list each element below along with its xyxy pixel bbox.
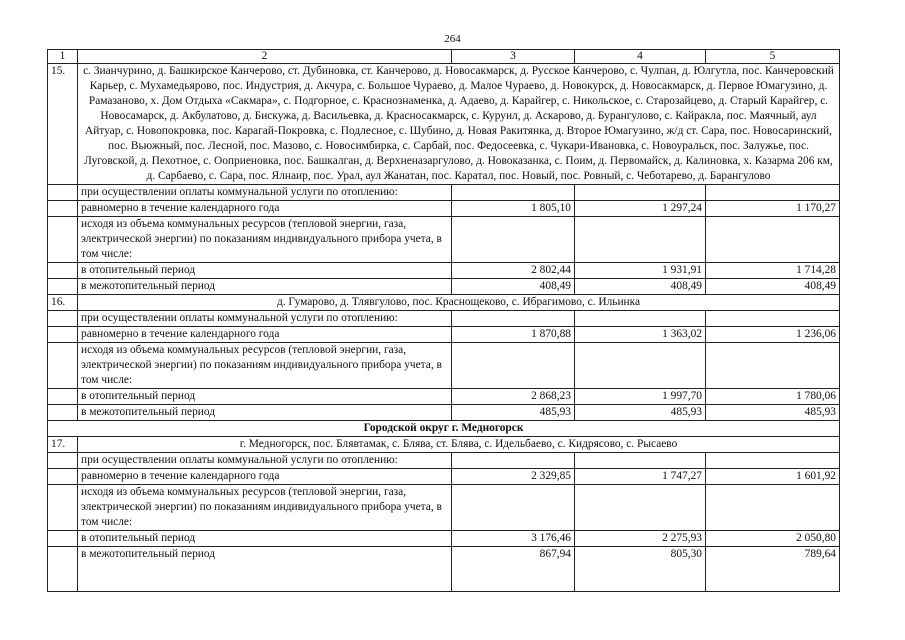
row-label: в межотопительный период — [78, 279, 452, 295]
row-label: равномерно в течение календарного года — [78, 201, 452, 217]
value-cell: 1 870,88 — [452, 327, 575, 343]
row-label: в межотопительный период — [78, 547, 452, 592]
value-cell: 789,64 — [706, 547, 840, 592]
value-cell: 2 802,44 — [452, 263, 575, 279]
row-label: при осуществлении оплаты коммунальной услуги по отоплению: — [78, 185, 452, 201]
row-label: исходя из объема коммунальных ресурсов (тепловой энергии, газа, электрической энергии) по показаниям индивидуального прибора учета, в том числе: — [78, 485, 452, 531]
value-cell: 867,94 — [452, 547, 575, 592]
value-cell: 2 275,93 — [575, 531, 706, 547]
value-cell: 408,49 — [575, 279, 706, 295]
row-label: исходя из объема коммунальных ресурсов (тепловой энергии, газа, электрической энергии) по показаниям индивидуального прибора учета, в том числе: — [78, 217, 452, 263]
value-cell: 1 997,70 — [575, 389, 706, 405]
table-row — [48, 263, 840, 279]
table-row — [48, 453, 840, 469]
table-row — [48, 311, 840, 327]
header-col-3: 3 — [452, 50, 575, 64]
table-row — [48, 405, 840, 421]
table-row — [48, 389, 840, 405]
value-cell: 485,93 — [575, 405, 706, 421]
value-cell: 1 931,91 — [575, 263, 706, 279]
table-row — [48, 279, 840, 295]
row-label: при осуществлении оплаты коммунальной услуги по отоплению: — [78, 453, 452, 469]
value-cell: 1 236,06 — [706, 327, 840, 343]
header-col-5: 5 — [706, 50, 840, 64]
value-cell: 1 714,28 — [706, 263, 840, 279]
table-row — [48, 547, 840, 592]
table-row — [48, 217, 840, 263]
value-cell: 408,49 — [706, 279, 840, 295]
value-cell: 805,30 — [575, 547, 706, 592]
value-cell: 1 297,24 — [575, 201, 706, 217]
tariff-table — [47, 49, 840, 592]
header-col-1: 1 — [48, 50, 78, 64]
row-number: 17. — [48, 437, 78, 453]
table-row — [48, 437, 840, 453]
header-col-2: 2 — [78, 50, 452, 64]
table-row — [48, 201, 840, 217]
table-header-row — [48, 50, 840, 64]
row-label: в межотопительный период — [78, 405, 452, 421]
row-label: равномерно в течение календарного года — [78, 469, 452, 485]
row-label: в отопительный период — [78, 263, 452, 279]
table-row — [48, 343, 840, 389]
table-row — [48, 469, 840, 485]
settlements-list: д. Гумарово, д. Тлявгулово, пос. Краснощеково, с. Ибрагимово, с. Ильинка — [78, 295, 840, 311]
value-cell: 1 363,02 — [575, 327, 706, 343]
row-label: в отопительный период — [78, 389, 452, 405]
section-heading: Городской округ г. Медногорск — [48, 421, 840, 437]
settlements-list: г. Медногорск, пос. Блявтамак, с. Блява, ст. Блява, с. Идельбаево, с. Кидрясово, с. Рысаево — [78, 437, 840, 453]
value-cell: 1 805,10 — [452, 201, 575, 217]
row-number: 16. — [48, 295, 78, 311]
row-label: исходя из объема коммунальных ресурсов (тепловой энергии, газа, электрической энергии) по показаниям индивидуального прибора учета, в том числе: — [78, 343, 452, 389]
value-cell: 1 601,92 — [706, 469, 840, 485]
value-cell: 3 176,46 — [452, 531, 575, 547]
table-row — [48, 185, 840, 201]
value-cell: 485,93 — [452, 405, 575, 421]
row-label: равномерно в течение календарного года — [78, 327, 452, 343]
row-label: в отопительный период — [78, 531, 452, 547]
table-row — [48, 421, 840, 437]
table-row — [48, 295, 840, 311]
value-cell: 1 780,06 — [706, 389, 840, 405]
table-row — [48, 485, 840, 531]
value-cell: 2 050,80 — [706, 531, 840, 547]
value-cell: 1 170,27 — [706, 201, 840, 217]
row-number: 15. — [48, 64, 78, 185]
value-cell: 2 329,85 — [452, 469, 575, 485]
value-cell: 408,49 — [452, 279, 575, 295]
page-number: 264 — [444, 33, 461, 45]
value-cell: 2 868,23 — [452, 389, 575, 405]
header-col-4: 4 — [575, 50, 706, 64]
table-row — [48, 64, 840, 185]
table-row — [48, 531, 840, 547]
table-row — [48, 327, 840, 343]
settlements-list: с. Зианчурино, д. Башкирское Канчерово, ст. Дубиновка, ст. Канчерово, д. Новосакмарск, д. Русское Канчерово, с. Чулпан, д. Юлгутла, пос. Канчеровский Карьер, с. Мухамедьярово, пос. Индустрия, д. Акчура, с. Большое Чураево, д. Малое Чураево, д. Новокурск, д. Новосакмарск, д. Первое Юмагузино, д. Рамазаново, х. Дом Отдыха «Сакмара», с. Подгорное, с. Краснознаменка, д. Адаево, д. Карайгер, с. Никольское, с. Старозайцево, д. Старый Карайгер, с. Новосамарск, д. Акбулатово, д. Бискужа, д. Васильевка, д. Красносакмарск, с. Куруил, д. Аскарово, д. Бурангулово, с. Кайракла, пос. Маячный, аул Айтуар, с. Новопокровка, пос. Карагай-Покровка, с. Подлесное, с. Шубино, д. Новая Ракитянка, д. Второе Юмагузино, ж/д ст. Сара, пос. Новосаринский, пос. Вьюжный, пос. Лесной, пос. Мазово, с. Новосимбирка, с. Сарбай, пос. Федосеевка, с. Чукари-Ивановка, с. Новоуральск, пос. Залужье, пос. Луговской, д. Пехотное, с. Ооприеновка, пос. Башкалган, д. Верхненазаргулово, д. Новоказанка, с. Поим, д. Первомайск, д. Калиновка, х. Казарма 206 км, д. Сарбаево, с. Сара, пос. Ялнаир, пос. Урал, аул Жанатан, пос. Каратал, пос. Новый, пос. Ровный, с. Чеботарево, д. Барангулово — [78, 64, 840, 185]
value-cell: 1 747,27 — [575, 469, 706, 485]
value-cell: 485,93 — [706, 405, 840, 421]
row-label: при осуществлении оплаты коммунальной услуги по отоплению: — [78, 311, 452, 327]
